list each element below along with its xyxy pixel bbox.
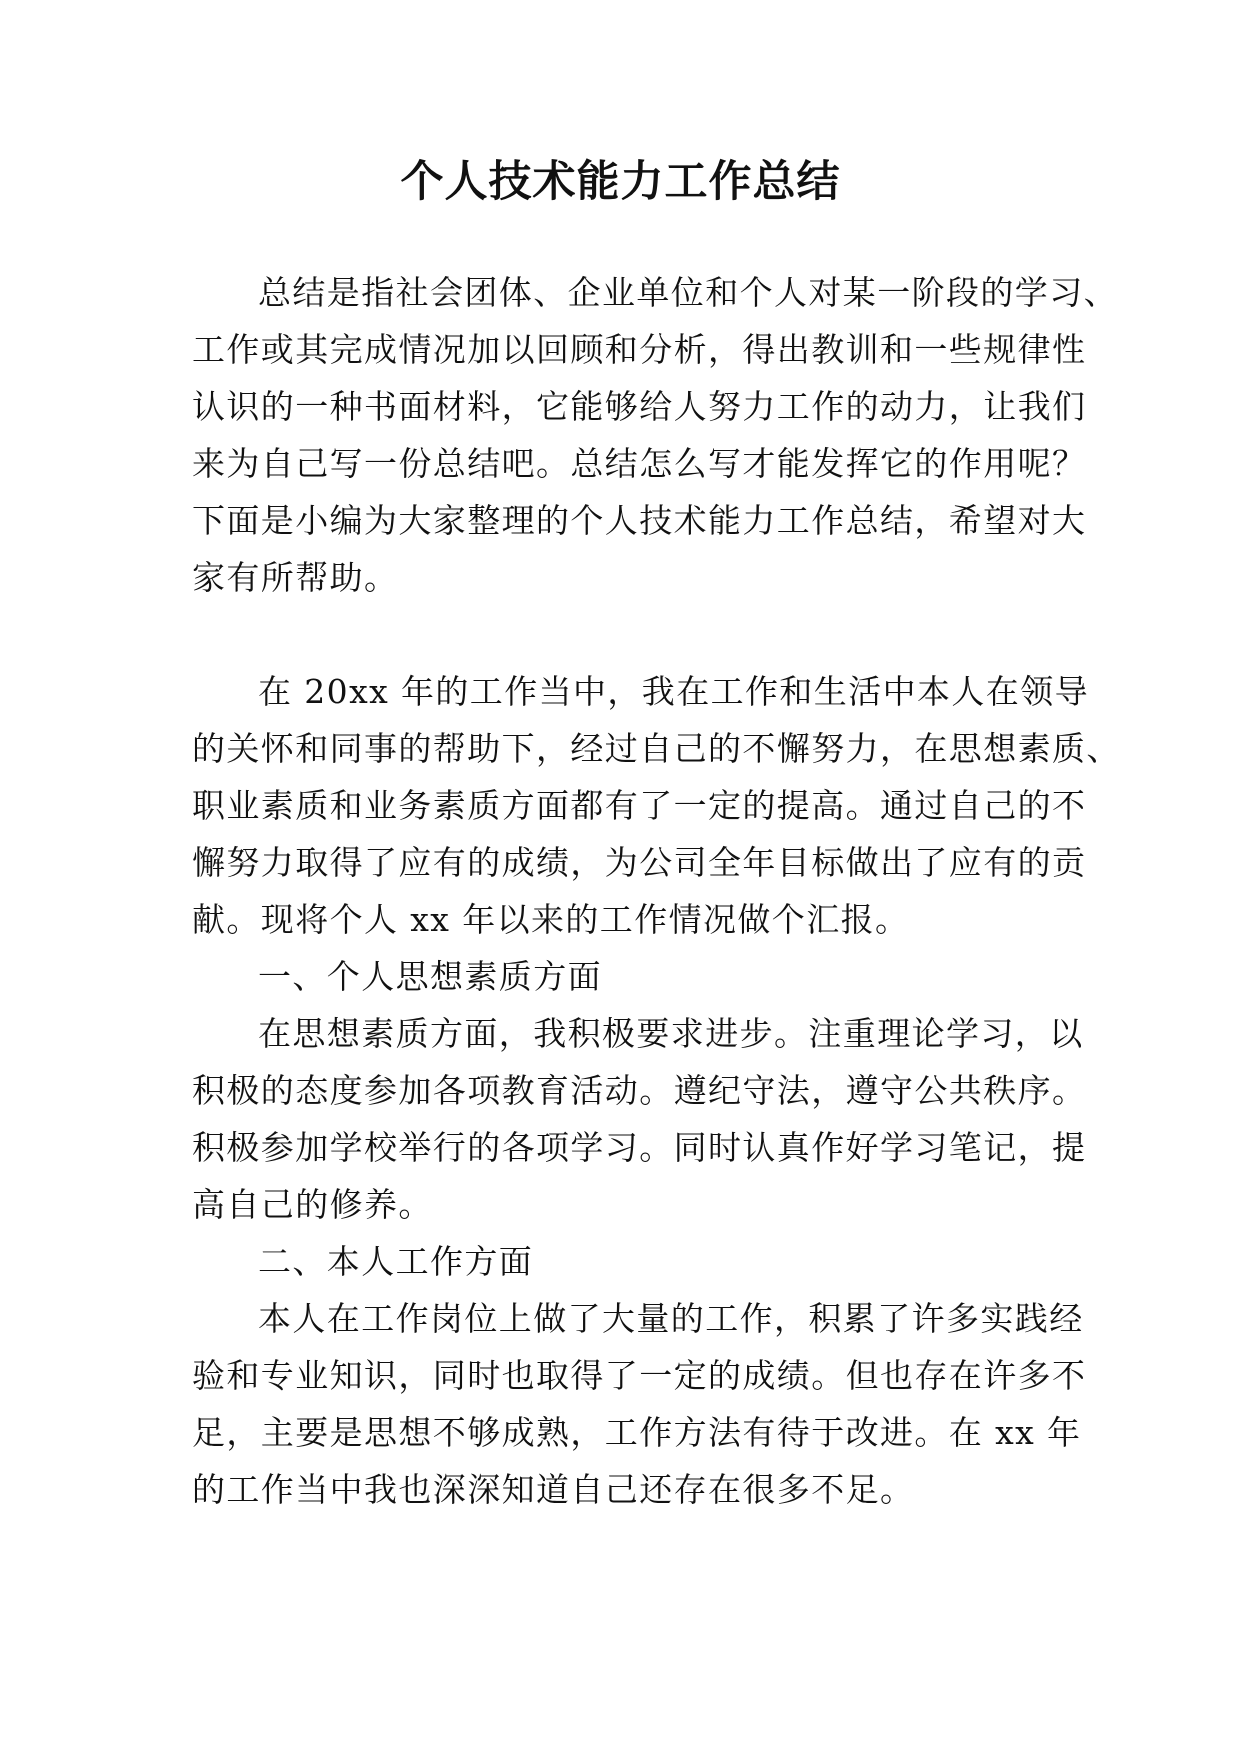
section-heading: 二、本人工作方面 — [258, 1242, 534, 1281]
paragraph-line: 献。现将个人 xx 年以来的工作情况做个汇报。 — [192, 900, 910, 939]
paragraph-work-overview — [192, 663, 1121, 948]
paragraph-line: 来为自己写一份总结吧。总结怎么写才能发挥它的作用呢？ — [192, 444, 1087, 483]
paragraph-line: 足，主要是思想不够成熟，工作方法有待于改进。在 xx 年 — [192, 1413, 1082, 1452]
paragraph-line: 在 20xx 年的工作当中，我在工作和生活中本人在领导 — [258, 672, 1089, 711]
paragraph-line: 验和专业知识，同时也取得了一定的成绩。但也存在许多不 — [192, 1356, 1087, 1395]
paragraph-line: 懈努力取得了应有的成绩，为公司全年目标做出了应有的贡 — [192, 843, 1087, 882]
section-heading-work — [192, 1233, 1052, 1290]
paragraph-line: 本人在工作岗位上做了大量的工作，积累了许多实践经 — [258, 1299, 1084, 1338]
document-title: 个人技术能力工作总结 — [400, 157, 841, 207]
paragraph-line: 总结是指社会团体、企业单位和个人对某一阶段的学习、 — [258, 273, 1118, 312]
paragraph-line: 的关怀和同事的帮助下，经过自己的不懈努力，在思想素质、 — [192, 729, 1121, 768]
paragraph-work — [192, 1290, 1087, 1518]
paragraph-line: 的工作当中我也深深知道自己还存在很多不足。 — [192, 1470, 915, 1509]
section-heading-thought — [192, 948, 1052, 1005]
paragraph-line: 职业素质和业务素质方面都有了一定的提高。通过自己的不 — [192, 786, 1087, 825]
paragraph-thought — [192, 1005, 1087, 1233]
paragraph-intro — [192, 264, 1118, 606]
paragraph-line: 家有所帮助。 — [192, 558, 399, 597]
paragraph-line: 高自己的修养。 — [192, 1185, 433, 1224]
paragraph-line: 积极参加学校举行的各项学习。同时认真作好学习笔记，提 — [192, 1128, 1087, 1167]
paragraph-line: 在思想素质方面，我积极要求进步。注重理论学习，以 — [258, 1014, 1084, 1053]
section-heading: 一、个人思想素质方面 — [258, 957, 602, 996]
paragraph-spacer — [192, 606, 1052, 663]
paragraph-line: 工作或其完成情况加以回顾和分析，得出教训和一些规律性 — [192, 330, 1087, 369]
document-body — [192, 264, 1121, 1518]
paragraph-line: 积极的态度参加各项教育活动。遵纪守法，遵守公共秩序。 — [192, 1071, 1087, 1110]
paragraph-line: 认识的一种书面材料，它能够给人努力工作的动力，让我们 — [192, 387, 1087, 426]
paragraph-line: 下面是小编为大家整理的个人技术能力工作总结，希望对大 — [192, 501, 1087, 540]
